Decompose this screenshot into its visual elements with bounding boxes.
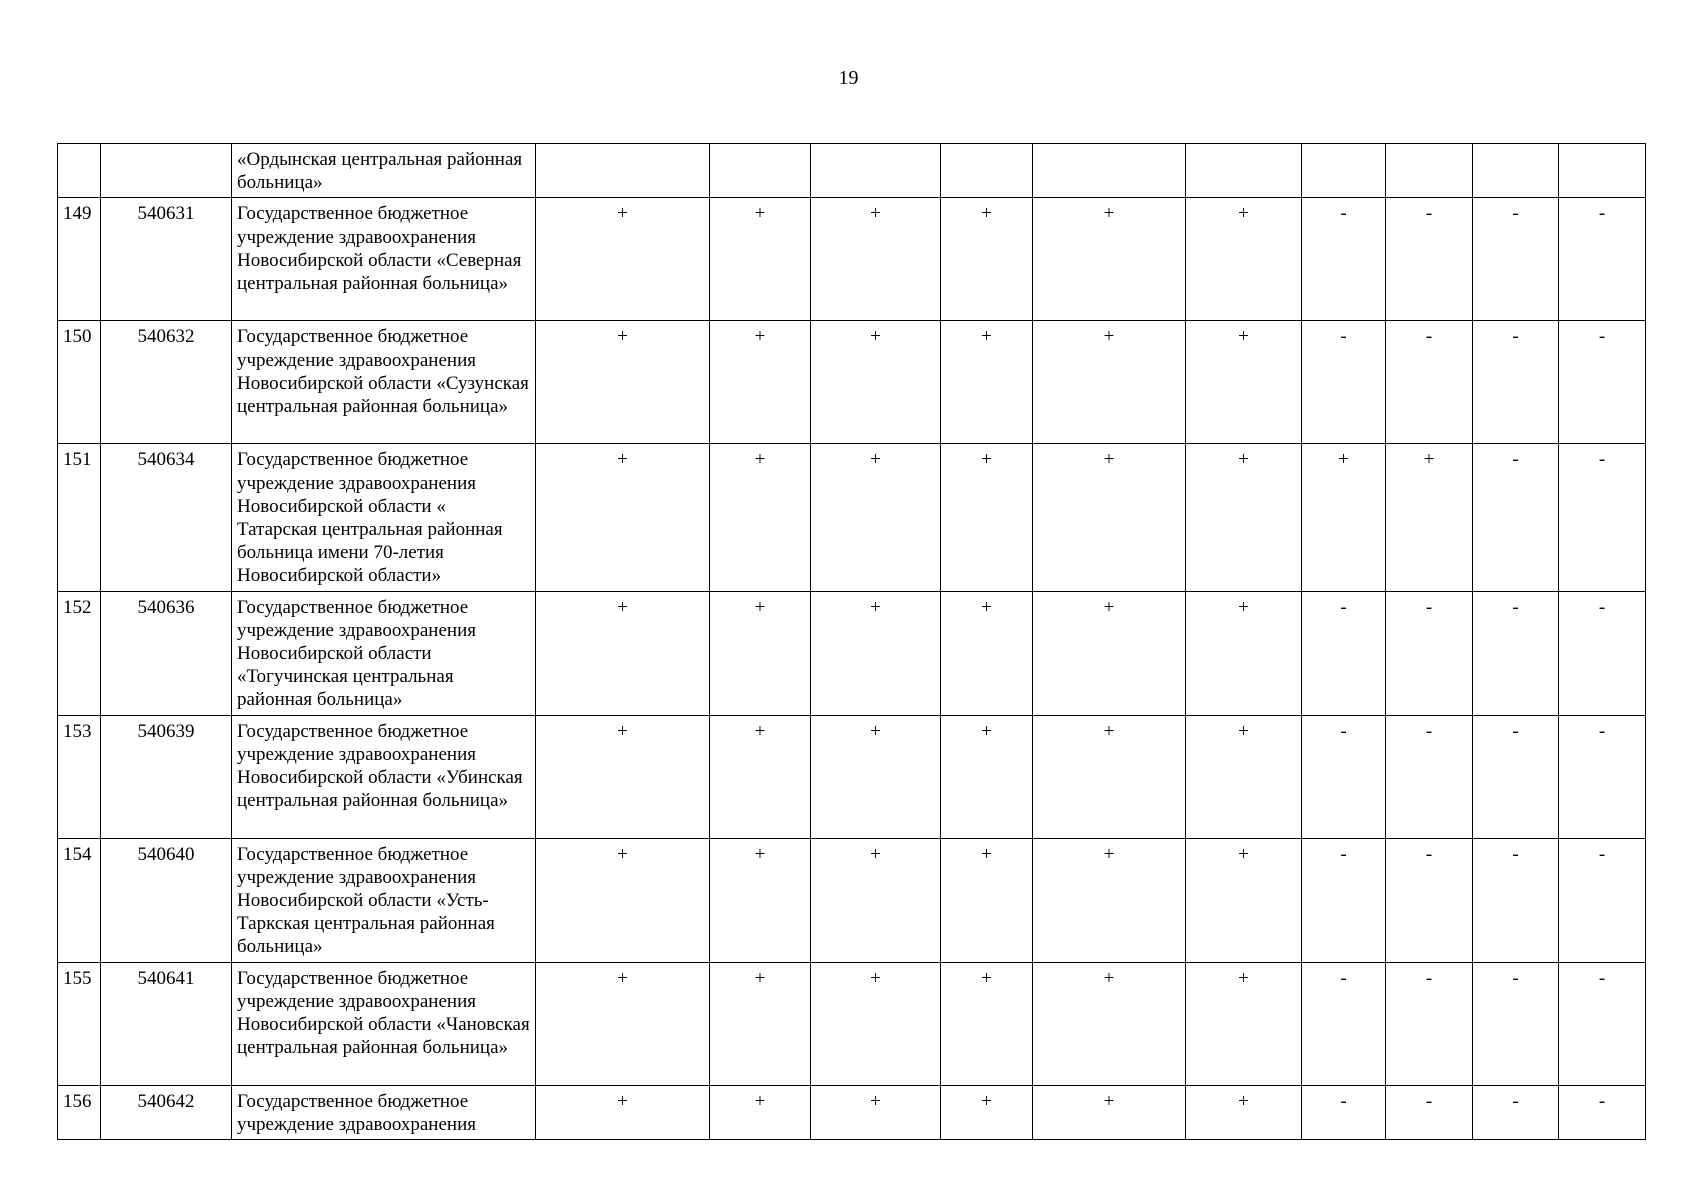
mark-cell: + (710, 838, 811, 962)
mark-cell: + (1033, 1085, 1186, 1139)
mark-cell: + (710, 962, 811, 1085)
mark-cell: + (941, 838, 1033, 962)
mark-cell: - (1473, 591, 1559, 715)
table-row (58, 198, 1646, 321)
mark-cell: + (710, 591, 811, 715)
mark-cell: - (1559, 838, 1646, 962)
mark-cell: + (941, 715, 1033, 838)
mark-cell: - (1473, 198, 1559, 321)
mark-cell: - (1473, 1085, 1559, 1139)
mark-cell: + (1186, 1085, 1302, 1139)
mark-cell (710, 144, 811, 198)
mark-cell: - (1302, 321, 1386, 444)
page-number: 19 (838, 67, 859, 89)
organization-code-cell: 540632 (101, 321, 232, 444)
organization-name-cell: Государственное бюджетное учреждение здравоохранения Новосибирской области «Северная центральная районная больница» (232, 198, 536, 321)
table-row (58, 444, 1646, 591)
mark-cell: + (811, 198, 941, 321)
mark-cell (536, 144, 710, 198)
mark-cell: - (1386, 591, 1473, 715)
mark-cell: + (1033, 321, 1186, 444)
mark-cell: + (710, 321, 811, 444)
mark-cell: - (1302, 715, 1386, 838)
row-number-cell: 153 (58, 715, 101, 838)
organization-code-cell: 540631 (101, 198, 232, 321)
mark-cell: + (1033, 838, 1186, 962)
organization-name-cell: Государственное бюджетное учреждение здравоохранения (232, 1085, 536, 1139)
mark-cell: - (1302, 1085, 1386, 1139)
mark-cell: + (811, 715, 941, 838)
mark-cell: + (536, 838, 710, 962)
organization-name-cell: Государственное бюджетное учреждение здравоохранения Новосибирской области «Убинская центральная районная больница» (232, 715, 536, 838)
organization-code-cell: 540639 (101, 715, 232, 838)
mark-cell (1386, 144, 1473, 198)
table-row (58, 321, 1646, 444)
organization-name-cell: Государственное бюджетное учреждение здравоохранения Новосибирской области «Сузунская центральная районная больница» (232, 321, 536, 444)
mark-cell: - (1473, 962, 1559, 1085)
mark-cell: + (1033, 715, 1186, 838)
table-row (58, 838, 1646, 962)
mark-cell: - (1559, 444, 1646, 591)
mark-cell: + (1186, 715, 1302, 838)
mark-cell: + (941, 962, 1033, 1085)
mark-cell: + (941, 321, 1033, 444)
organization-name-cell: Государственное бюджетное учреждение здравоохранения Новосибирской области «Чановская центральная районная больница» (232, 962, 536, 1085)
mark-cell: + (811, 962, 941, 1085)
mark-cell: - (1386, 1085, 1473, 1139)
mark-cell: - (1559, 198, 1646, 321)
organization-name-cell: Государственное бюджетное учреждение здравоохранения Новосибирской области «Тогучинская центральная районная больница» (232, 591, 536, 715)
mark-cell: + (811, 444, 941, 591)
mark-cell: - (1473, 838, 1559, 962)
row-number-cell: 149 (58, 198, 101, 321)
mark-cell: + (1186, 591, 1302, 715)
mark-cell: - (1302, 591, 1386, 715)
mark-cell: + (536, 715, 710, 838)
table-row (58, 144, 1646, 198)
mark-cell: - (1302, 838, 1386, 962)
medical-organizations-table (57, 143, 1646, 1140)
organization-name-cell: Государственное бюджетное учреждение здравоохранения Новосибирской области «Усть-Таркская центральная районная больница» (232, 838, 536, 962)
mark-cell: + (536, 962, 710, 1085)
mark-cell: + (1186, 838, 1302, 962)
mark-cell: - (1559, 962, 1646, 1085)
mark-cell: + (1033, 591, 1186, 715)
mark-cell: - (1473, 321, 1559, 444)
mark-cell: + (941, 1085, 1033, 1139)
mark-cell: + (710, 1085, 811, 1139)
mark-cell: + (1033, 962, 1186, 1085)
mark-cell: + (811, 1085, 941, 1139)
mark-cell: + (536, 321, 710, 444)
organization-code-cell: 540636 (101, 591, 232, 715)
mark-cell: + (941, 591, 1033, 715)
row-number-cell: 154 (58, 838, 101, 962)
organization-code-cell: 540640 (101, 838, 232, 962)
mark-cell: - (1302, 962, 1386, 1085)
organization-code-cell (101, 144, 232, 198)
mark-cell (811, 144, 941, 198)
mark-cell (1033, 144, 1186, 198)
mark-cell (941, 144, 1033, 198)
mark-cell: + (536, 444, 710, 591)
mark-cell: + (1033, 198, 1186, 321)
mark-cell: + (536, 1085, 710, 1139)
row-number-cell: 156 (58, 1085, 101, 1139)
mark-cell: + (1386, 444, 1473, 591)
mark-cell: - (1386, 962, 1473, 1085)
mark-cell: - (1386, 321, 1473, 444)
table-row (58, 715, 1646, 838)
mark-cell (1473, 144, 1559, 198)
mark-cell: - (1559, 715, 1646, 838)
mark-cell: - (1386, 838, 1473, 962)
mark-cell: + (1033, 444, 1186, 591)
mark-cell (1302, 144, 1386, 198)
mark-cell: - (1473, 444, 1559, 591)
mark-cell: + (811, 591, 941, 715)
row-number-cell: 155 (58, 962, 101, 1085)
organization-code-cell: 540641 (101, 962, 232, 1085)
mark-cell: + (1302, 444, 1386, 591)
mark-cell: - (1559, 321, 1646, 444)
mark-cell: - (1386, 715, 1473, 838)
table-row (58, 1085, 1646, 1139)
table-row (58, 591, 1646, 715)
mark-cell: + (1186, 444, 1302, 591)
row-number-cell (58, 144, 101, 198)
mark-cell: + (1186, 321, 1302, 444)
mark-cell: - (1559, 591, 1646, 715)
mark-cell (1186, 144, 1302, 198)
mark-cell: + (536, 591, 710, 715)
mark-cell: + (941, 444, 1033, 591)
mark-cell: + (536, 198, 710, 321)
mark-cell (1559, 144, 1646, 198)
row-number-cell: 151 (58, 444, 101, 591)
mark-cell: - (1302, 198, 1386, 321)
mark-cell: + (811, 321, 941, 444)
table-row (58, 962, 1646, 1085)
row-number-cell: 152 (58, 591, 101, 715)
mark-cell: + (710, 715, 811, 838)
mark-cell: + (811, 838, 941, 962)
organization-code-cell: 540634 (101, 444, 232, 591)
mark-cell: - (1559, 1085, 1646, 1139)
row-number-cell: 150 (58, 321, 101, 444)
mark-cell: + (1186, 198, 1302, 321)
organization-code-cell: 540642 (101, 1085, 232, 1139)
mark-cell: + (941, 198, 1033, 321)
organization-name-cell: «Ордынская центральная районная больница» (232, 144, 536, 198)
mark-cell: - (1473, 715, 1559, 838)
mark-cell: + (710, 198, 811, 321)
mark-cell: + (710, 444, 811, 591)
organization-name-cell: Государственное бюджетное учреждение здравоохранения Новосибирской области « Татарская центральная районная больница имени 70-летия Новосибирской области» (232, 444, 536, 591)
mark-cell: + (1186, 962, 1302, 1085)
mark-cell: - (1386, 198, 1473, 321)
